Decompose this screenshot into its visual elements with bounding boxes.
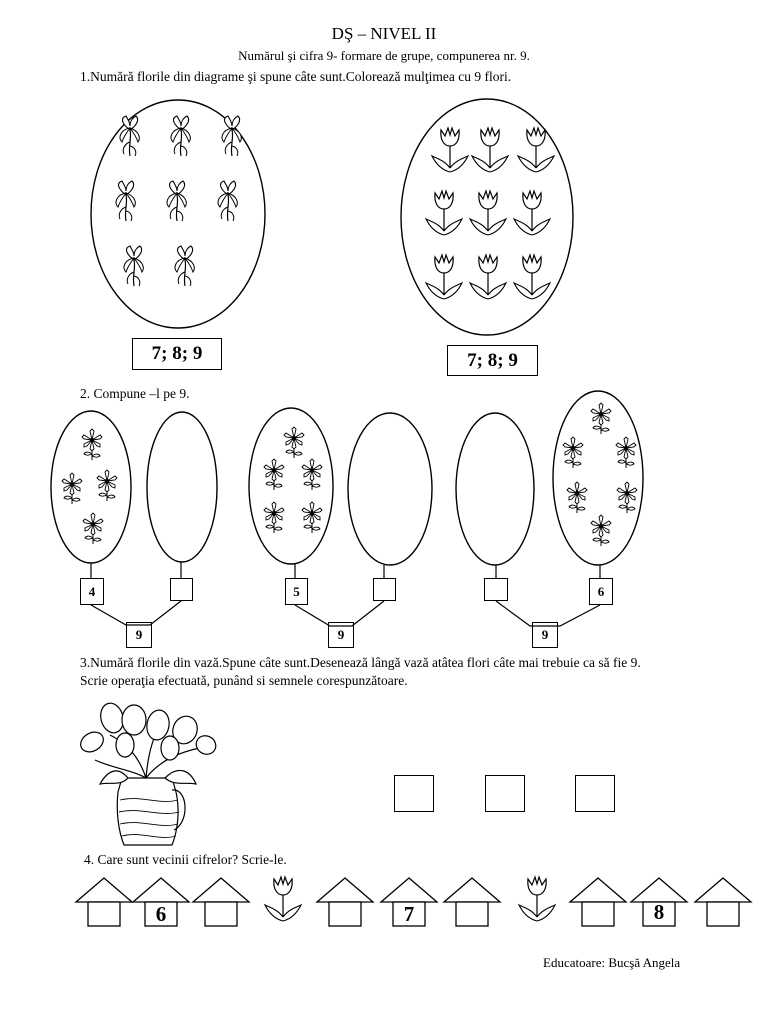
teacher-signature: Educatoare: Bucşă Angela [543, 955, 681, 970]
neighbor-left-8[interactable] [582, 902, 614, 926]
neighbor-number-8: 8 [653, 899, 665, 924]
task1-instruction: 1.Numără florile din diagrame şi spune câte sunt.Colorează mulţimea cu 9 flori. [80, 69, 512, 84]
page-title: DŞ – NIVEL II [331, 24, 437, 43]
task4-instruction: 4. Care sunt vecinii cifrelor? Scrie-le. [84, 852, 287, 867]
compose-total-1: 9 [126, 622, 152, 648]
right-set-answer-box[interactable]: 7; 8; 9 [447, 345, 538, 376]
compose-box-3b[interactable]: 6 [589, 578, 613, 605]
neighbor-number-7: 7 [403, 901, 415, 926]
compose-total-3: 9 [532, 622, 558, 648]
neighbor-right-6[interactable] [205, 902, 237, 926]
neighbor-left-6[interactable] [88, 902, 120, 926]
task2-instruction: 2. Compune –l pe 9. [80, 386, 190, 401]
neighbor-left-7[interactable] [329, 902, 361, 926]
task3-instruction-line1: 3.Numără florile din vază.Spune câte sunt.Desenează lângă vază atâtea flori câte mai trebuie ca să fie 9. [80, 655, 641, 670]
compose-box-1a[interactable]: 4 [80, 578, 104, 605]
neighbor-right-8[interactable] [707, 902, 739, 926]
task3-instruction-line2: Scrie operaţia efectuată, punând si semnele corespunzătoare. [80, 673, 408, 688]
page-subtitle: Numărul şi cifra 9- formare de grupe, compunerea nr. 9. [238, 48, 530, 63]
neighbor-right-7[interactable] [456, 902, 488, 926]
left-set-answer-box[interactable]: 7; 8; 9 [132, 338, 222, 370]
compose-box-2a[interactable]: 5 [285, 578, 308, 605]
compose-total-2: 9 [328, 622, 354, 648]
neighbor-number-6: 6 [155, 901, 167, 926]
